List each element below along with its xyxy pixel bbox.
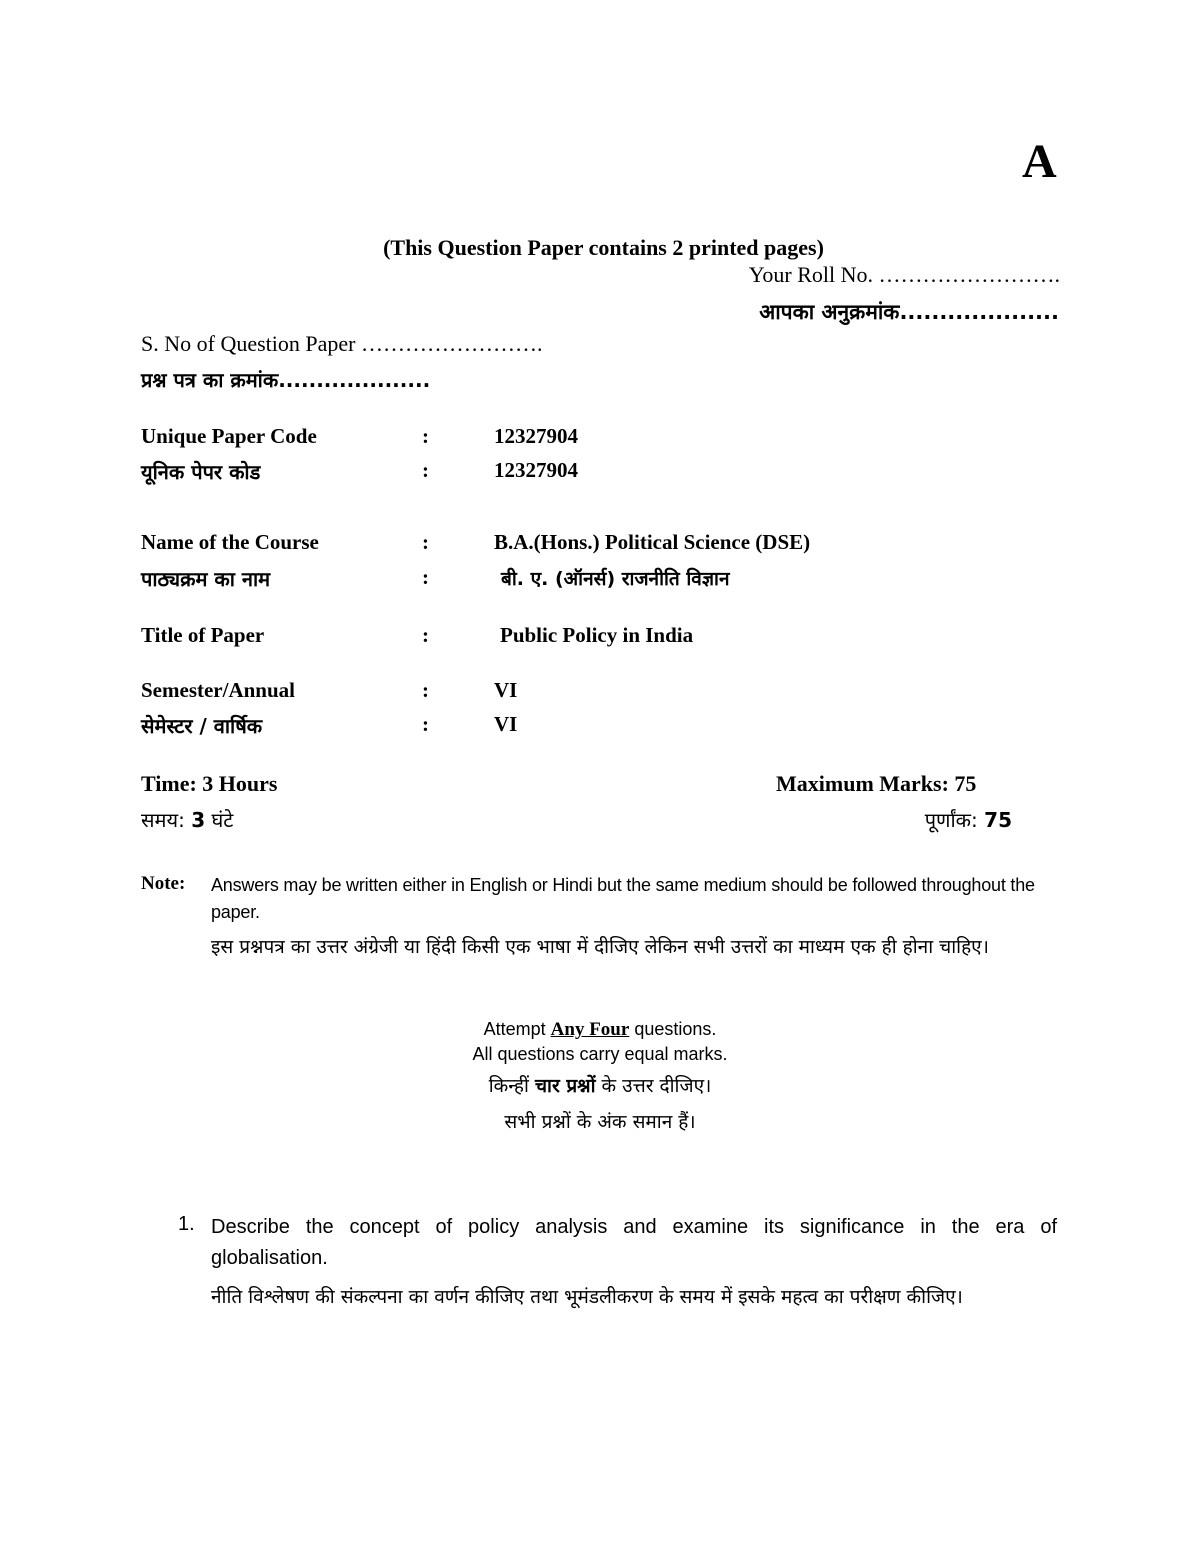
- question-text-en: Describe the concept of policy analysis and examine its significance in the era of globalisation.: [211, 1216, 1057, 1269]
- equal-marks-instruction-en: All questions carry equal marks.: [472, 1044, 728, 1064]
- semester-colon-en: :: [422, 678, 429, 702]
- course-label-hi: पाठ्यक्रम का नाम: [141, 567, 271, 591]
- question-body: [211, 1212, 1057, 1316]
- attempt-instruction-hi: किन्हीं चार प्रश्नों के उत्तर दीजिए।: [488, 1075, 712, 1097]
- paper-set-letter: A: [1022, 135, 1057, 188]
- roll-number-field-hi: आपका अनुक्रमांक....................: [759, 300, 1059, 324]
- note-label: Note:: [141, 873, 186, 894]
- unique-code-colon-en: :: [422, 424, 429, 448]
- note-text-en: Answers may be written either in English or Hindi but the same medium should be followed throughout the paper.: [211, 875, 1035, 922]
- roll-number-field-en: Your Roll No. …………………….: [748, 262, 1060, 287]
- equal-marks-instruction-hi: सभी प्रश्नों के अंक समान हैं।: [504, 1111, 696, 1133]
- paper-title-colon: :: [422, 623, 429, 647]
- semester-value-en: VI: [494, 678, 518, 702]
- printed-pages-note: (This Question Paper contains 2 printed pages): [383, 235, 824, 260]
- semester-label-hi: सेमेस्टर / वार्षिक: [141, 714, 263, 738]
- unique-code-label-en: Unique Paper Code: [141, 424, 317, 448]
- unique-code-label-hi: यूनिक पेपर कोड: [141, 460, 261, 484]
- question-paper-serial-en: S. No of Question Paper …………………….: [141, 331, 543, 356]
- unique-code-value-en: 12327904: [494, 424, 578, 448]
- maximum-marks-en: Maximum Marks: 75: [776, 771, 977, 796]
- unique-code-value-hi: 12327904: [494, 458, 578, 482]
- semester-value-hi: VI: [494, 712, 518, 736]
- course-colon-en: :: [422, 530, 429, 554]
- course-label-en: Name of the Course: [141, 530, 319, 554]
- paper-title-value: Public Policy in India: [500, 623, 694, 647]
- question-number: 1.: [178, 1213, 195, 1235]
- question-paper-serial-hi: प्रश्न पत्र का क्रमांक....................: [141, 368, 431, 392]
- time-allowed-en: Time: 3 Hours: [141, 771, 278, 796]
- maximum-marks-hi: पूर्णांक: 75: [924, 808, 1012, 832]
- unique-code-colon-hi: :: [422, 458, 429, 482]
- course-value-hi: बी. ए. (ऑनर्स) राजनीति विज्ञान: [501, 568, 730, 590]
- semester-label-en: Semester/Annual: [141, 678, 295, 702]
- course-colon-hi: :: [422, 565, 429, 589]
- attempt-emphasis-hi: चार प्रश्नों: [534, 1075, 596, 1097]
- paper-title-label: Title of Paper: [141, 623, 265, 647]
- note-body: [211, 872, 1049, 965]
- question-text-hi: नीति विश्लेषण की संकल्पना का वर्णन कीजिए तथा भूमंडलीकरण के समय में इसके महत्व का परीक्षण कीजिए।: [211, 1286, 963, 1308]
- attempt-instruction-en: Attempt Any Four questions.: [483, 1019, 717, 1040]
- time-allowed-hi: समय: 3 घंटे: [141, 808, 234, 832]
- semester-colon-hi: :: [422, 712, 429, 736]
- course-value-en: B.A.(Hons.) Political Science (DSE): [494, 530, 811, 554]
- note-text-hi: इस प्रश्नपत्र का उत्तर अंग्रेजी या हिंदी किसी एक भाषा में दीजिए लेकिन सभी उत्तरों का माध्यम एक ही होना चाहिए।: [211, 936, 989, 958]
- attempt-emphasis: Any Four: [550, 1019, 630, 1040]
